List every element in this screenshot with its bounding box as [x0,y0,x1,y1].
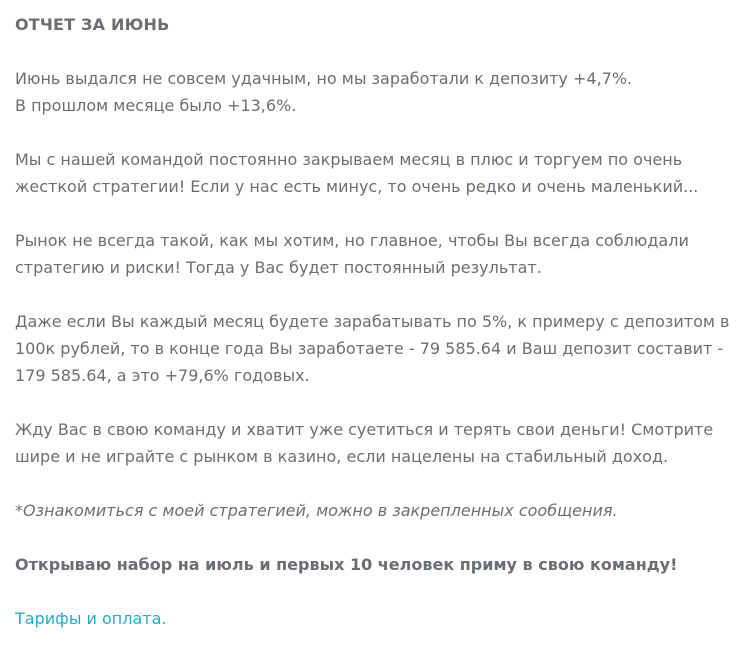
paragraph-invite [15,416,722,470]
paragraph-example [15,308,730,389]
text-line: Жду Вас в свою команду и хватит уже суетиться и терять свои деньги! Смотрите [15,420,714,439]
text-line: Открываю набор на июль и первых 10 человек приму в свою команду! [15,555,678,574]
text-line: В прошлом месяце было +13,6%. [15,96,297,115]
text-line: Июнь выдался не совсем удачным, но мы заработали к депозиту +4,7%. [15,69,633,88]
link-paragraph [15,605,722,632]
strategy-note [15,497,722,524]
text-line: 100к рублей, то в конце года Вы заработаете - 79 585.64 и Ваш депозит составит - [15,339,724,358]
text-line: Даже если Вы каждый месяц будете зарабатывать по 5%, к примеру с депозитом в [15,312,730,331]
text-line: Мы с нашей командой постоянно закрываем месяц в плюс и торгуем по очень [15,150,683,169]
text-line: Рынок не всегда такой, как мы хотим, но главное, чтобы Вы всегда соблюдали [15,231,689,250]
text-line: 179 585.64, а это +79,6% годовых. [15,366,310,385]
text-line: стратегию и риски! Тогда у Вас будет постоянный результат. [15,258,542,277]
text-line: шире и не играйте с рынком в казино, если нацелены на стабильный доход. [15,447,669,466]
text-line: жесткой стратегии! Если у нас есть минус, то очень редко и очень маленький... [15,177,699,196]
tariffs-link[interactable]: Тарифы и оплата. [15,609,167,628]
paragraph-team [15,146,722,200]
paragraph-market [15,227,722,281]
announcement [15,551,722,578]
paragraph-result [15,65,722,119]
text-line: *Ознакомиться с моей стратегией, можно в закрепленных сообщения. [15,501,618,520]
post-title: ОТЧЕТ ЗА ИЮНЬ [15,15,170,34]
